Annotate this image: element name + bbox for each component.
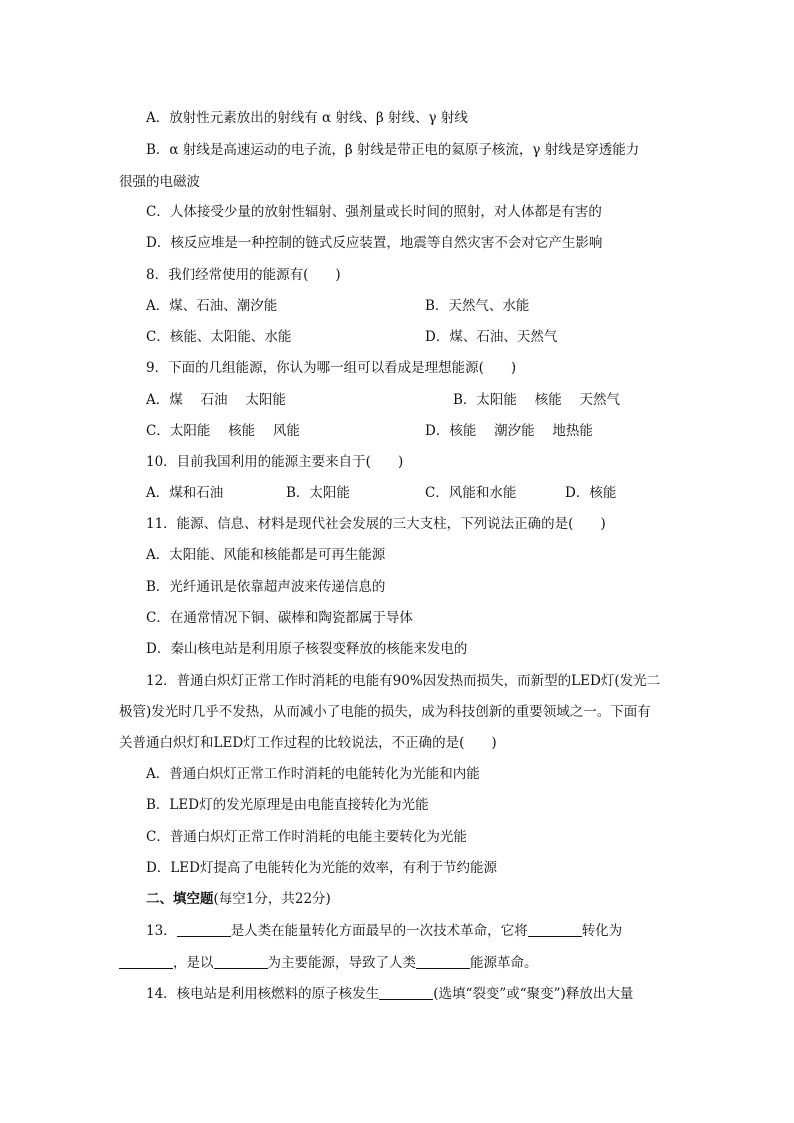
q11-option-c: C．在通常情况下铜、碳棒和陶瓷都属于导体 — [146, 610, 413, 626]
q11-option-b: B．光纤通讯是依靠超声波来传递信息的 — [146, 579, 386, 595]
q8-option-b: B．天然气、水能 — [425, 298, 530, 314]
q9-option-d: D．核能 潮汐能 地热能 — [425, 423, 593, 439]
q14-line1 — [146, 984, 633, 1004]
q9-option-b: B．太阳能 核能 天然气 — [453, 392, 621, 408]
q7-option-d: D．核反应堆是一种控制的链式反应装置，地震等自然灾害不会对它产生影响 — [146, 235, 603, 251]
q10-option-b: B．太阳能 — [286, 485, 350, 501]
q13-blank-3[interactable] — [119, 954, 173, 969]
q13-text-4: 为主要能源，导致了人类 — [267, 955, 416, 971]
q7-option-b-cont: 很强的电磁波 — [119, 174, 200, 190]
q9-option-a: A．煤 石油 太阳能 — [146, 392, 286, 408]
q12-stem-line3: 关普通白炽灯和LED灯工作过程的比较说法，不正确的是( ) — [119, 735, 497, 751]
section-note: (每空1分，共22分) — [213, 891, 331, 907]
q13-blank-4[interactable] — [214, 954, 268, 969]
q13-text-3: ，是以 — [173, 955, 214, 971]
q12-option-c: C．普通白炽灯正常工作时消耗的电能主要转化为光能 — [146, 829, 467, 845]
q10-stem: 10．目前我国利用的能源主要来自于( ) — [146, 454, 404, 470]
q13-blank-1[interactable] — [177, 922, 231, 937]
q12-option-b: B．LED灯的发光原理是由电能直接转化为光能 — [146, 797, 429, 813]
q13-blank-2[interactable] — [528, 922, 582, 937]
q13-line1 — [146, 921, 622, 941]
q9-option-c: C．太阳能 核能 风能 — [146, 423, 300, 439]
q14-text-0: 14．核电站是利用核燃料的原子核发生 — [146, 986, 380, 1002]
q10-option-c: C．风能和水能 — [425, 485, 517, 501]
q8-stem: 8．我们经常使用的能源有( ) — [146, 267, 341, 283]
q13-text-2: 转化为 — [581, 923, 623, 939]
q10-option-d: D．核能 — [565, 485, 617, 501]
q9-stem: 9．下面的几组能源，你认为哪一组可以看成是理想能源( ) — [146, 360, 517, 376]
q14-text-1: (选填“裂变”或“聚变”)释放出大量 — [433, 986, 634, 1002]
q8-option-c: C．核能、太阳能、水能 — [146, 329, 292, 345]
q11-option-a: A．太阳能、风能和核能都是可再生能源 — [146, 547, 386, 563]
q12-option-a: A．普通白炽灯正常工作时消耗的电能转化为光能和内能 — [146, 766, 480, 782]
q7-option-c: C．人体接受少量的放射性辐射、强剂量或长时间的照射，对人体都是有害的 — [146, 204, 602, 220]
q8-option-d: D．煤、石油、天然气 — [425, 329, 558, 345]
q11-option-d: D．秦山核电站是利用原子核裂变释放的核能来发电的 — [146, 641, 468, 657]
q7-option-b: B．α 射线是高速运动的电子流，β 射线是带正电的氦原子核流，γ 射线是穿透能力 — [146, 142, 640, 158]
q13-number: 13． — [146, 923, 177, 939]
q13-text-1: 是人类在能量转化方面最早的一次技术革命，它将 — [230, 923, 528, 939]
q12-option-d: D．LED灯提高了电能转化为光能的效率，有利于节约能源 — [146, 860, 497, 876]
section-title: 二、填空题 — [146, 891, 214, 907]
q13-line2 — [119, 953, 538, 973]
q13-text-5: 能源革命。 — [470, 955, 538, 971]
q12-stem-line2: 极管)发光时几乎不发热，从而减小了电能的损失，成为科技创新的重要领域之一。下面有 — [119, 704, 651, 720]
q8-option-a: A．煤、石油、潮汐能 — [146, 298, 278, 314]
section-heading — [146, 889, 331, 909]
q14-blank-1[interactable] — [379, 985, 433, 1000]
q12-stem-line1: 12．普通白炽灯正常工作时消耗的电能有90%因发热而损失，而新型的LED灯(发光二 — [146, 673, 661, 689]
q13-blank-5[interactable] — [416, 954, 470, 969]
q7-option-a: A．放射性元素放出的射线有 α 射线、β 射线、γ 射线 — [146, 110, 468, 126]
q10-option-a: A．煤和石油 — [146, 485, 224, 501]
q11-stem: 11．能源、信息、材料是现代社会发展的三大支柱，下列说法正确的是( ) — [146, 516, 606, 532]
